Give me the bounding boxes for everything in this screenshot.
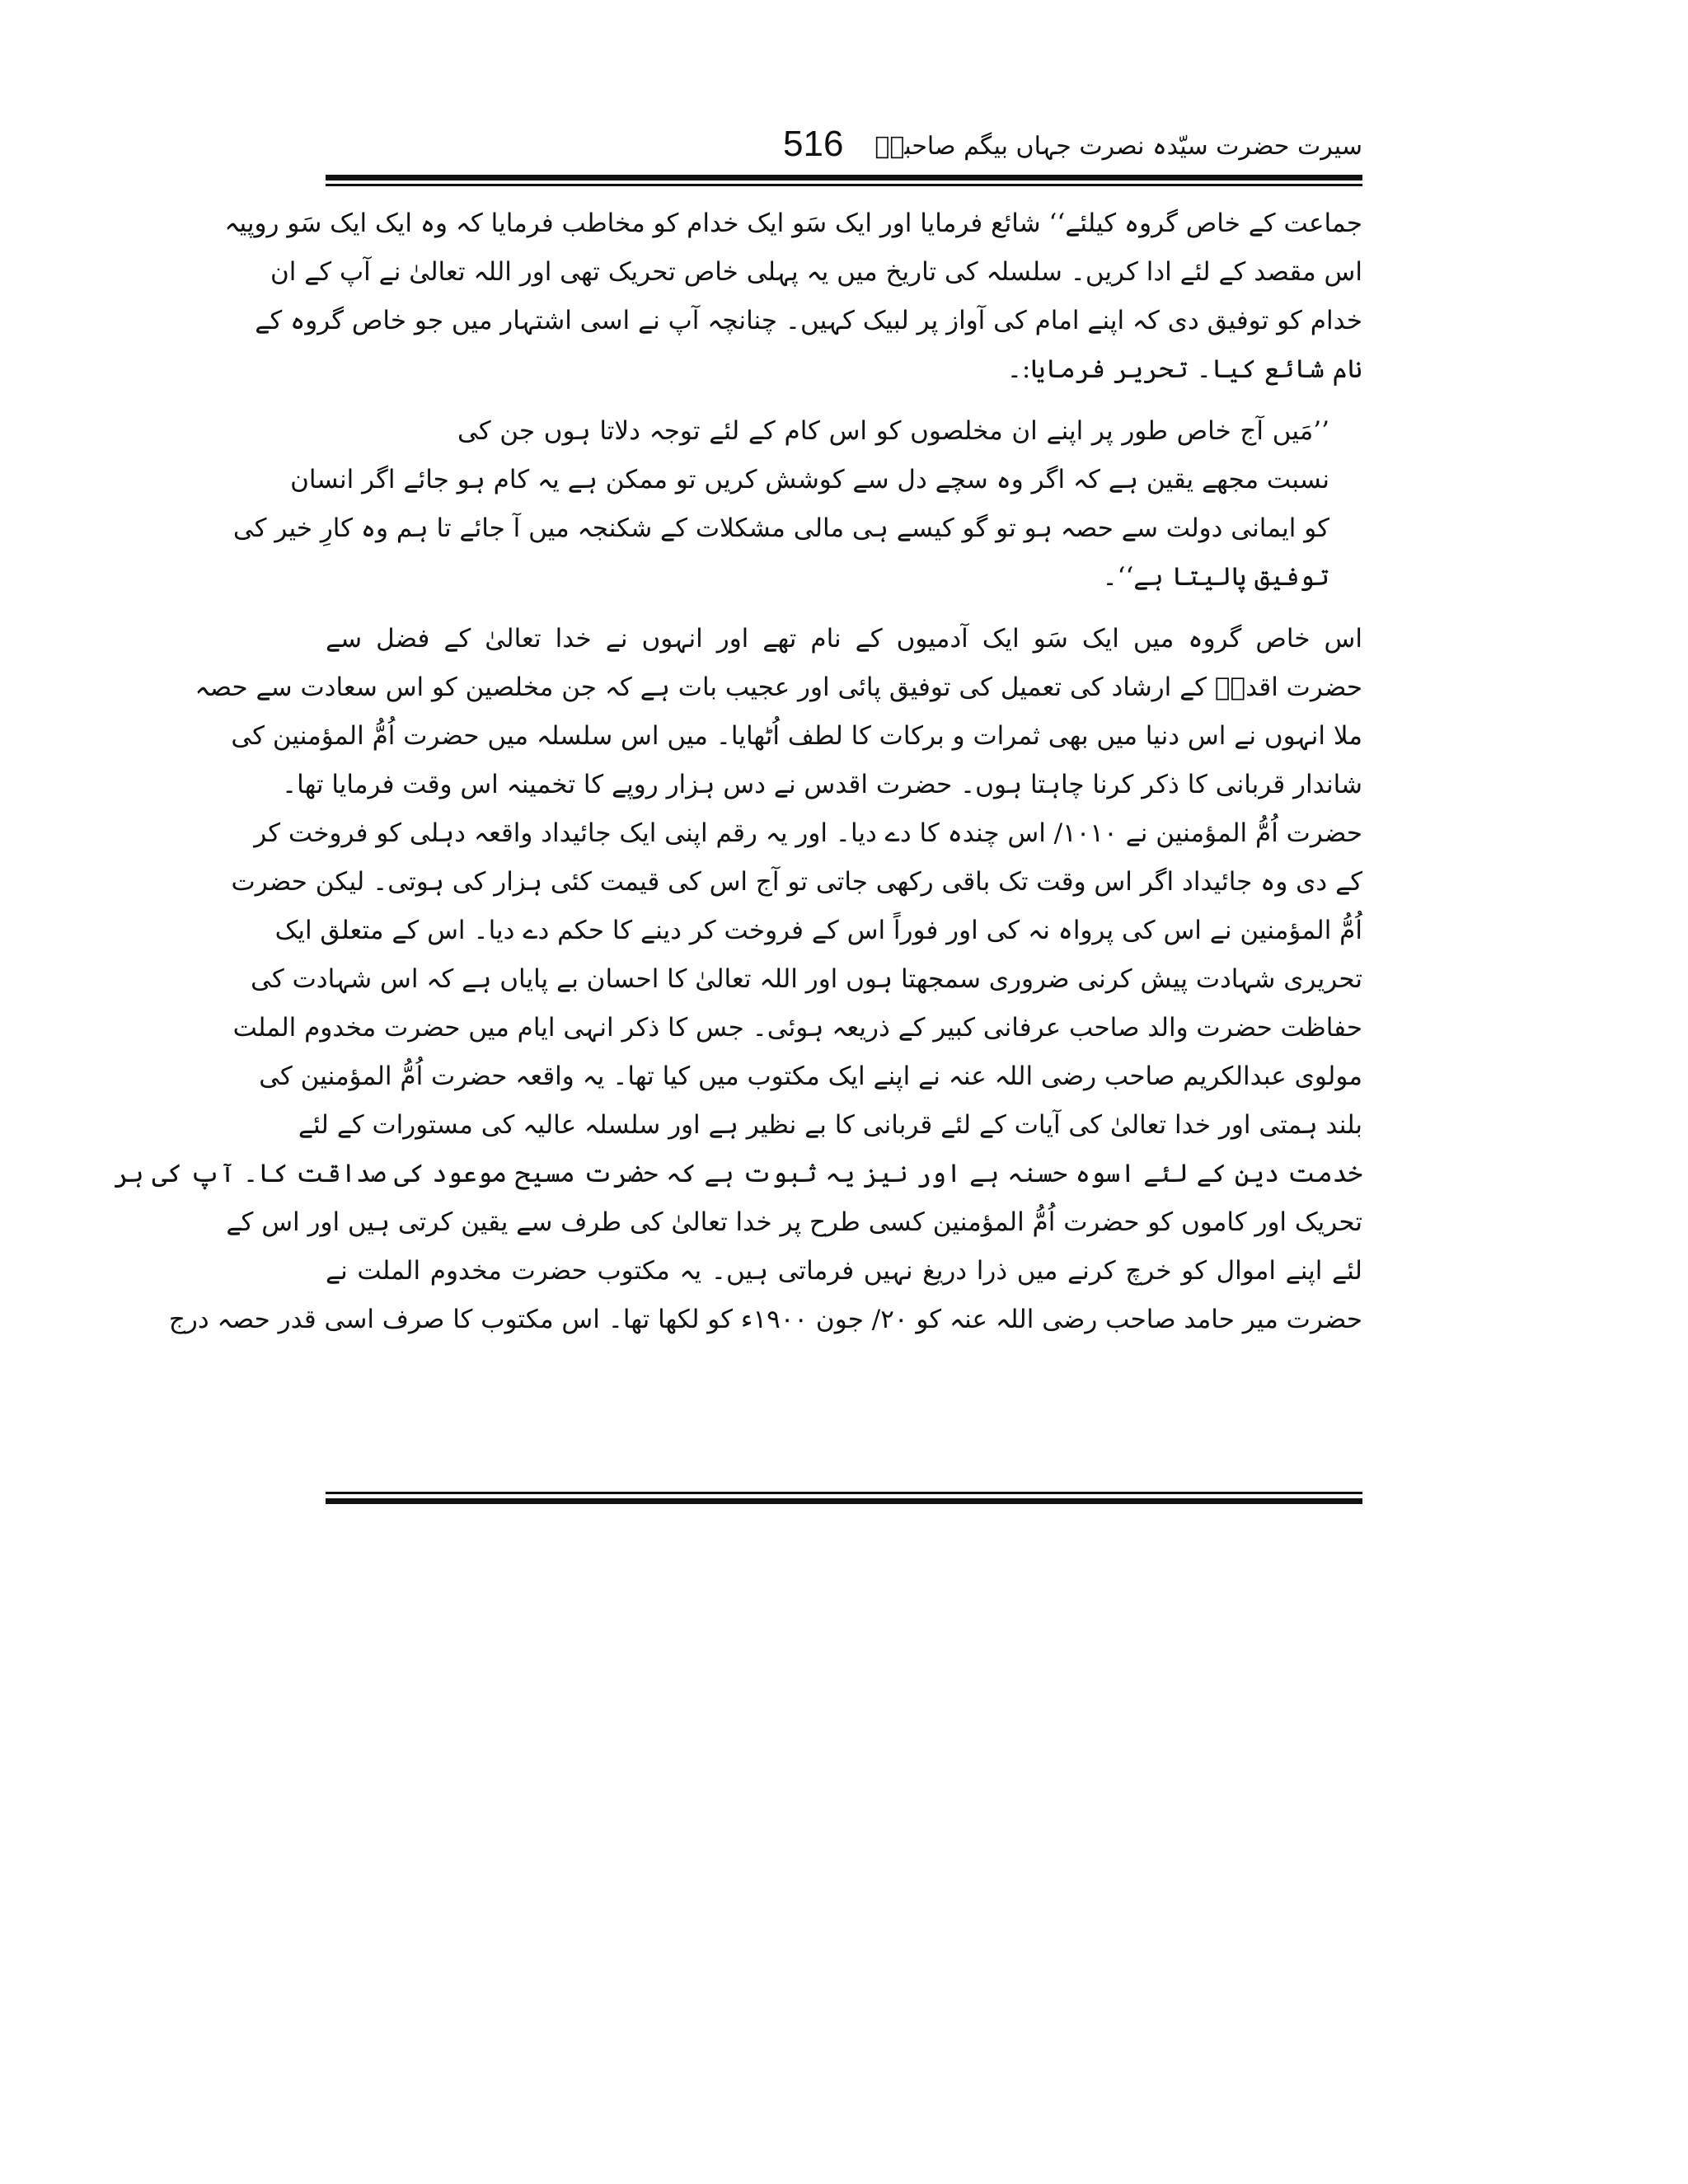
text-line: حضرت اقدسؑ کے ارشاد کی تعمیل کی توفیق پائی اور عجیب بات ہے کہ جن مخلصین کو اس سعادت سے حصہ <box>195 673 1362 702</box>
text-line: لئے اپنے اموال کو خرچ کرنے میں ذرا دریغ نہیں فرماتی ہیں۔ یہ مکتوب حضرت مخدوم الملت نے <box>326 1256 1362 1286</box>
text-line: کے دی وہ جائیداد اگر اس وقت تک باقی رکھی جاتی تو آج اس کی قیمت کئی ہزار کی ہوتی۔ لیکن حضرت <box>231 867 1362 897</box>
text-line: اس مقصد کے لئے ادا کریں۔ سلسلہ کی تاریخ میں یہ پہلی خاص تحریک تھی اور اللہ تعالیٰ نے آپ کے ان <box>270 257 1362 287</box>
text-line: جماعت کے خاص گروہ کیلئے‘‘ شائع فرمایا اور ایک سَو ایک خدام کو مخاطب فرمایا کہ وہ ایک ایک سَو روپیہ <box>224 209 1362 238</box>
text-line: حضرت میر حامد صاحب رضی اللہ عنہ کو ۲۰/ جون ۱۹۰۰ء کو لکھا تھا۔ اس مکتوب کا صرف اسی قدر حصہ درج <box>168 1305 1362 1334</box>
text-line: اس خاص گروہ میں ایک سَو ایک آدمیوں کے نام تھے اور انہوں نے خدا تعالیٰ کے فضل سے <box>326 624 1362 654</box>
text-line: نام شائع کیا۔ تحریر فرمایا:۔ <box>1006 354 1362 384</box>
page-header <box>326 124 1362 173</box>
quote-line: توفیق پالیتا ہے‘‘۔ <box>1102 562 1329 592</box>
quote-line: کو ایمانی دولت سے حصہ ہو تو گو کیسے ہی مالی مشکلات کے شکنجہ میں آ جائے تا ہم وہ کارِ خیر کی <box>232 513 1329 543</box>
quote-line: ’’مَیں آج خاص طور پر اپنے ان مخلصوں کو اس کام کے لئے توجہ دلاتا ہوں جن کی <box>457 416 1329 446</box>
body-text <box>114 199 1362 1344</box>
quote-line: نسبت مجھے یقین ہے کہ اگر وہ سچے دل سے کوشش کریں تو ممکن ہے یہ کام ہو جائے اگر انسان <box>290 465 1329 494</box>
paragraph-2 <box>114 615 1362 1344</box>
footer-rule-thick <box>326 1498 1362 1504</box>
text-line: ملا انہوں نے اس دنیا میں بھی ثمرات و برکات کا لطف اُٹھایا۔ میں اس سلسلہ میں حضرت اُمُّ المؤمنین کی <box>231 721 1362 751</box>
paragraph-1 <box>224 199 1362 394</box>
text-line: خدام کو توفیق دی کہ اپنے امام کی آواز پر لبیک کہیں۔ چنانچہ آپ نے اسی اشتہار میں جو خاص گروہ کے <box>255 306 1362 335</box>
text-line: تحریری شہادت پیش کرنی ضروری سمجھتا ہوں اور اللہ تعالیٰ کا احسان بے پایاں ہے کہ اس شہادت کی <box>251 964 1362 994</box>
block-quote <box>232 407 1362 602</box>
text-line: تحریک اور کاموں کو حضرت اُمُّ المؤمنین کسی طرح پر خدا تعالیٰ کی طرف سے یقین کرتی ہیں اور اس کے <box>226 1207 1362 1237</box>
text-line: شاندار قربانی کا ذکر کرنا چاہتا ہوں۔ حضرت اقدس نے دس ہزار روپے کا تخمینہ اس وقت فرمایا تھا۔ <box>281 770 1362 799</box>
footer-rule-thin <box>326 1492 1362 1494</box>
text-line: حضرت اُمُّ المؤمنین نے ۱۰۱۰/ اس چندہ کا دے دیا۔ اور یہ رقم اپنی ایک جائیداد واقعہ دہلی کو فروخت کر <box>254 818 1362 848</box>
text-line: بلند ہمتی اور خدا تعالیٰ کی آیات کے لئے قربانی کا بے نظیر ہے اور سلسلہ عالیہ کی مستورات کے لئے <box>298 1110 1362 1140</box>
text-line: مولوی عبدالکریم صاحب رضی اللہ عنہ نے اپنے ایک مکتوب میں کیا تھا۔ یہ واقعہ حضرت اُمُّ المؤمنین کی <box>259 1062 1362 1091</box>
header-rule-thin <box>326 184 1362 186</box>
running-title: سیرت حضرت سیّدہ نصرت جہاں بیگم صاحبہؓ <box>874 132 1362 161</box>
header-rule-thick <box>326 175 1362 180</box>
text-line: حفاظت حضرت والد صاحب عرفانی کبیر کے ذریعہ ہوئی۔ جس کا ذکر انہی ایام میں حضرت مخدوم الملت <box>232 1013 1362 1043</box>
text-line: خدمت دین کے لئے اسوہ حسنہ ہے اور نیز یہ ثبوت ہے کہ حضرت مسیح موعود کی صداقت کا۔ آپ کی ہر <box>114 1159 1362 1188</box>
text-line: اُمُّ المؤمنین نے اس کی پرواہ نہ کی اور فوراً اس کے فروخت کر دینے کا حکم دے دیا۔ اس کے متعلق ایک <box>274 916 1362 945</box>
page-number: 516 <box>783 124 844 164</box>
